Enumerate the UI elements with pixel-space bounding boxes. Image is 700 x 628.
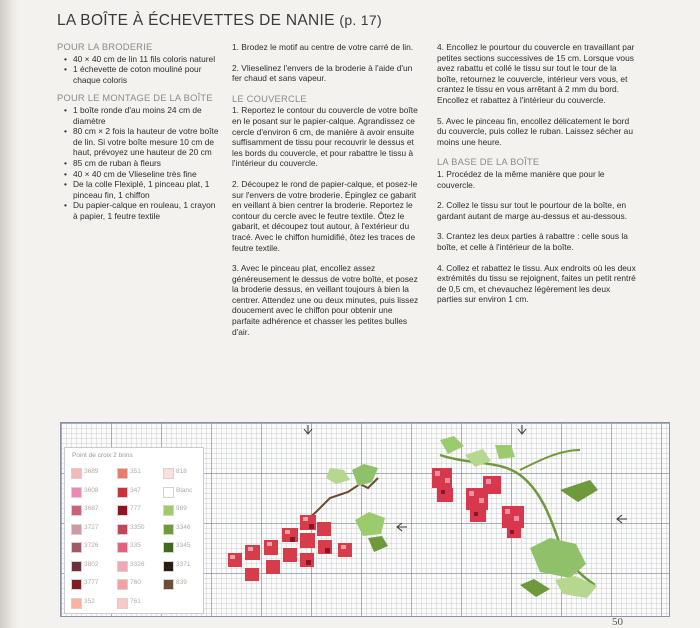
thread-code: Blanc (176, 486, 193, 494)
thread-code: 3689 (84, 468, 99, 475)
step-paragraph: 2. Collez le tissu sur tout le pourtour de la boîte, en gardant autant de marge au-dessus et au-dessous. (437, 200, 627, 221)
thread-swatch (71, 524, 82, 535)
step-paragraph: 1. Reportez le contour du couvercle de votre boîte en le posant sur le papier-calque. Agrandissez ce cercle d'environ 6 cm, de manière à avoir ensuite suffisamment de tissu pour recouvrir le dessus et les bords du couvercle, et pour rabattre le tissu à l'intérieur du couvercle. (232, 105, 418, 169)
thread-code: 3726 (84, 542, 99, 549)
legend-title: Point de croix 2 brins (72, 452, 133, 459)
thread-swatch (163, 487, 174, 498)
thread-code: 989 (176, 505, 187, 512)
step-paragraph: 4. Encollez le pourtour du couvercle en travaillant par petites sections successives de 15 cm. Lorsque vous avez rabattu et collé le tissu sur tout le tour de la boîte, retournez le couvercle, intérieur vers vous, et crantez le tissu en vous arrêtant à 2 mm du bord. Encollez et rabattez à l'intérieur du couvercle. (437, 42, 635, 105)
legend-row (65, 524, 203, 540)
step-paragraph: 4. Collez et rabattez le tissu. Aux endroits où les deux extrémités du tissu se rejoignent, faites un petit rentré de 0,5 cm, et chevauchez légèrement les deux parties sur environ 1 cm. (437, 262, 636, 305)
thread-code: 351 (130, 468, 141, 475)
raspberry-motif (432, 436, 598, 598)
list-item: • De la colle Flexiplé, 1 pinceau plat, 1 pinceau fin, 1 chiffon (73, 179, 222, 200)
legend-row (65, 561, 203, 577)
thread-swatch (117, 487, 128, 498)
step-paragraph: 2. Découpez le rond de papier-calque, et posez-le sur l'envers de votre broderie. Épinglez ce gabarit en veillant à bien centrer la broderie. Reportez le contour du cercle avec le feutre textile. Ôtez le gabarit, et découpez tout autour, à l'extérieur du tracé. Avec le chiffon humidifié, ôtez les traces de feutre textile. (232, 178, 418, 253)
title-page-ref: (p. 17) (339, 12, 382, 28)
legend-row (65, 468, 203, 484)
thread-swatch (71, 542, 82, 553)
thread-swatch (71, 468, 82, 479)
thread-code: 760 (130, 579, 141, 586)
thread-swatch (71, 487, 82, 498)
step-paragraph: 2. Vlieselinez l'envers de la broderie à l'aide d'un fer chaud et sans vapeur. (232, 62, 413, 84)
center-arrow-icon (304, 425, 627, 531)
legend-row (65, 598, 203, 614)
thread-swatch (163, 542, 174, 553)
thread-swatch (117, 561, 128, 572)
thread-swatch (71, 505, 82, 516)
thread-code: 352 (84, 597, 95, 605)
legend-row (65, 542, 203, 558)
thread-swatch (163, 561, 174, 572)
thread-code: 3777 (84, 579, 99, 586)
thread-code: 818 (176, 468, 187, 475)
thread-code: 839 (176, 579, 187, 586)
thread-swatch (163, 468, 174, 479)
thread-swatch (117, 524, 128, 535)
page-number: 50 (612, 616, 623, 628)
thread-swatch (117, 542, 128, 553)
list-item: • 40 × 40 cm de lin 11 fils coloris naturel (73, 54, 222, 65)
title-main: LA BOÎTE À ÉCHEVETTES DE NANIE (57, 12, 335, 29)
legend-row (65, 579, 203, 595)
thread-code: 761 (130, 597, 141, 605)
step-paragraph: 3. Crantez les deux parties à rabattre : celle sous la boîte, et celle à l'intérieur de la boîte. (437, 231, 628, 252)
thread-code: 3608 (84, 486, 99, 494)
thread-swatch (71, 579, 82, 590)
thread-code: 3326 (130, 560, 145, 568)
thread-code: 3687 (84, 505, 99, 512)
thread-code: 3346 (176, 523, 191, 531)
legend-row (65, 505, 203, 521)
base-heading: LA BASE DE LA BOÎTE (437, 156, 540, 168)
list-item: • 85 cm de ruban à fleurs (73, 158, 222, 169)
list-item: • Du papier-calque en rouleau, 1 crayon à papier, 1 feutre textile (73, 200, 222, 221)
thread-legend (64, 447, 204, 614)
list-item: • 80 cm × 2 fois la hauteur de votre boîte de lin. Si votre boîte mesure 10 cm de haut, prévoyez une hauteur de 20 cm (73, 126, 222, 158)
thread-swatch (71, 561, 82, 572)
thread-code: 3802 (84, 560, 99, 568)
thread-code: 3371 (176, 560, 191, 568)
montage-heading: POUR LE MONTAGE DE LA BOÎTE (57, 92, 213, 104)
thread-swatch (117, 505, 128, 516)
step-paragraph: 5. Avec le pinceau fin, encollez délicatement le bord du couvercle, puis collez le ruban. Laissez sécher au moins une heure. (437, 115, 633, 147)
step-paragraph: 1. Procédez de la même manière que pour le couvercle. (437, 168, 605, 190)
thread-swatch (71, 598, 82, 609)
thread-code: 3350 (130, 523, 145, 531)
legend-row (65, 487, 203, 503)
thread-code: 335 (130, 542, 141, 549)
couvercle-heading: LE COUVERCLE (232, 92, 307, 104)
broderie-heading: POUR LA BRODERIE (57, 41, 153, 52)
thread-code: 347 (130, 486, 141, 494)
thread-swatch (117, 468, 128, 479)
step-paragraph: 3. Avec le pinceau plat, encollez assez généreusement le dessus de votre boîte, et posez la broderie dessus, en veillant toujours à bien la centrer. Attendez une ou deux minutes, puis lissez doucement avec le chiffon pour obtenir une parfaite adhérence et chasser les petites bulles d'air. (232, 263, 419, 337)
thread-code: 3727 (84, 523, 99, 531)
list-item: • 1 échevette de coton mouliné pour chaque coloris (73, 64, 222, 85)
list-item: • 40 × 40 cm de Vlieseline très fine (73, 169, 222, 180)
currant-motif (228, 464, 388, 581)
thread-swatch (117, 579, 128, 590)
thread-code: 3345 (176, 542, 191, 549)
thread-swatch (163, 505, 174, 516)
thread-swatch (163, 579, 174, 590)
thread-swatch (163, 524, 174, 535)
step-paragraph: 1. Brodez le motif au centre de votre carré de lin. (232, 42, 414, 52)
thread-code: 777 (130, 505, 141, 512)
thread-swatch (117, 598, 128, 609)
list-item: • 1 boîte ronde d'au moins 24 cm de diamètre (73, 105, 222, 126)
